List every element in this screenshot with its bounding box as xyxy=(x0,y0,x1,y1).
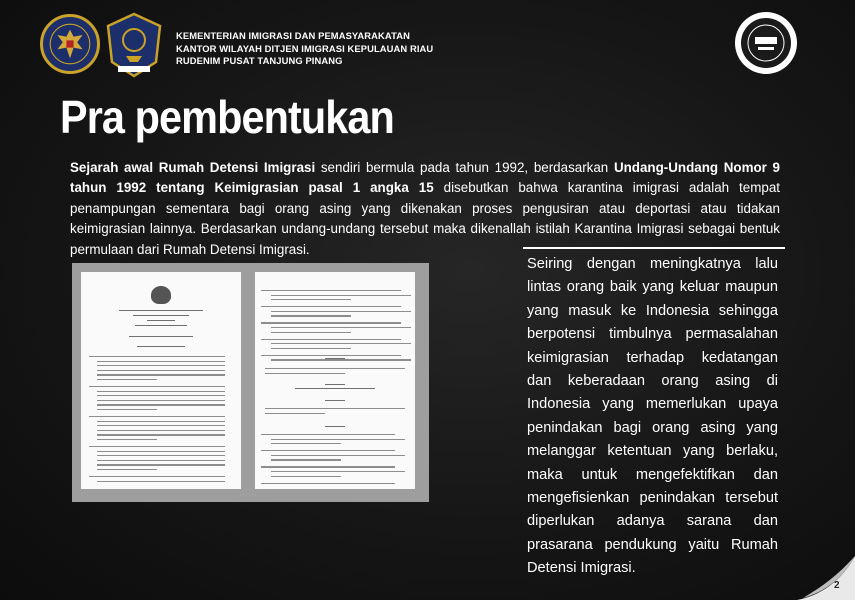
intro-paragraph xyxy=(70,158,780,260)
intro-text-part2: disebutkan bahwa karantina imigrasi adalah tempat penampungan sementara bagi orang asing yang dikenakan proses pengusiran atau deportasi atau tidakan keimigrasian lainnya. Berdasarkan undang-undang tersebut maka dikenallah istilah Karantina Imigrasi sebagai bentuk permulaan dari Rumah Detensi Imigrasi. xyxy=(70,180,780,257)
document-text-line xyxy=(97,425,225,426)
document-text-line xyxy=(271,295,411,296)
document-text-line xyxy=(325,384,345,385)
garuda-emblem-icon xyxy=(40,14,100,74)
header-institution xyxy=(176,30,433,68)
document-text-line xyxy=(97,374,225,375)
document-text-line xyxy=(271,315,351,316)
document-text-line xyxy=(97,481,225,482)
intro-bold-subject: Sejarah awal Rumah Detensi Imigrasi xyxy=(70,160,316,175)
document-text-line xyxy=(261,306,401,307)
document-text-line xyxy=(295,388,375,389)
document-text-line xyxy=(97,404,225,405)
document-text-line xyxy=(271,476,341,477)
document-text-line xyxy=(97,434,225,435)
document-text-line xyxy=(147,320,175,321)
document-text-line xyxy=(261,355,401,356)
document-text-line xyxy=(97,400,225,401)
document-text-line xyxy=(271,459,341,460)
document-text-line xyxy=(265,373,345,374)
document-text-line xyxy=(89,446,225,447)
document-text-line xyxy=(97,430,225,431)
document-text-line xyxy=(89,386,225,387)
document-text-line xyxy=(129,336,193,337)
document-text-line xyxy=(97,379,157,380)
document-text-line xyxy=(133,315,189,316)
document-text-line xyxy=(271,327,411,328)
header-line-ministry: KEMENTERIAN IMIGRASI DAN PEMASYARAKATAN xyxy=(176,30,410,41)
document-text-line xyxy=(261,483,395,484)
document-page-left xyxy=(81,272,241,489)
document-text-line xyxy=(271,455,405,456)
document-text-line xyxy=(325,400,345,401)
header-line-rudenim: RUDENIM PUSAT TANJUNG PINANG xyxy=(176,55,343,66)
page-number: 2 xyxy=(834,580,840,591)
document-text-line xyxy=(325,426,345,427)
document-text-line xyxy=(271,443,341,444)
document-text-line xyxy=(97,439,157,440)
wbk-badge-icon xyxy=(733,10,799,76)
page-curl-icon xyxy=(797,556,855,600)
document-text-line xyxy=(89,416,225,417)
document-text-line xyxy=(271,299,351,300)
document-text-line xyxy=(271,348,351,349)
document-text-line xyxy=(97,370,225,371)
document-text-line xyxy=(271,359,411,360)
accent-divider xyxy=(523,247,785,249)
document-text-line xyxy=(261,434,395,435)
document-text-line xyxy=(265,408,405,409)
law-document-image xyxy=(72,263,429,502)
page-title: Pra pembentukan xyxy=(60,91,394,143)
document-page-right xyxy=(255,272,415,489)
side-paragraph: Seiring dengan meningkatnya lalu lintas orang baik yang keluar maupun yang masuk ke Indonesia sehingga berpotensi timbulnya permasalahan keimigrasian terhadap kedatangan dan keberadaan orang asing di Indonesia yang memerlukan upaya penindakan bagi orang asing yang melanggar ketentuan yang berlaku, maka untuk mengefektifkan dan mengefisienkan penindakan tersebut diperlukan adanya sarana dan prasarana pendukung yaitu Rumah Detensi Imigrasi. xyxy=(527,256,778,577)
document-emblem-icon xyxy=(151,286,171,304)
document-text-line xyxy=(261,290,401,291)
document-text-line xyxy=(97,464,225,465)
document-text-line xyxy=(271,471,405,472)
document-text-line xyxy=(89,356,225,357)
document-text-line xyxy=(97,409,157,410)
header-line-office: KANTOR WILAYAH DITJEN IMIGRASI KEPULAUAN RIAU xyxy=(176,42,434,54)
document-text-line xyxy=(119,310,203,311)
document-text-line xyxy=(271,311,411,312)
document-text-line xyxy=(97,460,225,461)
intro-bold-law: Undang-Undang Nomor 9 tahun 1992 tentang Keimigrasian pasal 1 angka 15 xyxy=(70,160,780,196)
document-text-line xyxy=(271,343,411,344)
document-text-line xyxy=(97,361,225,362)
document-text-line xyxy=(97,421,225,422)
document-text-line xyxy=(265,413,325,414)
document-text-line xyxy=(97,391,225,392)
document-text-line xyxy=(97,451,225,452)
document-text-line xyxy=(265,368,405,369)
document-text-line xyxy=(325,358,345,359)
document-text-line xyxy=(135,325,187,326)
document-text-line xyxy=(97,395,225,396)
document-text-line xyxy=(137,346,185,347)
document-text-line xyxy=(271,332,351,333)
document-text-line xyxy=(89,476,225,477)
intro-text-part1: sendiri bermula pada tahun 1992, berdasarkan xyxy=(315,160,614,175)
document-text-line xyxy=(261,322,401,323)
document-text-line xyxy=(261,466,395,467)
document-text-line xyxy=(97,455,225,456)
imigrasi-emblem-icon xyxy=(104,12,164,80)
document-text-line xyxy=(261,450,395,451)
document-text-line xyxy=(271,439,405,440)
document-text-line xyxy=(97,365,225,366)
document-text-line xyxy=(261,339,401,340)
document-text-line xyxy=(97,469,157,470)
